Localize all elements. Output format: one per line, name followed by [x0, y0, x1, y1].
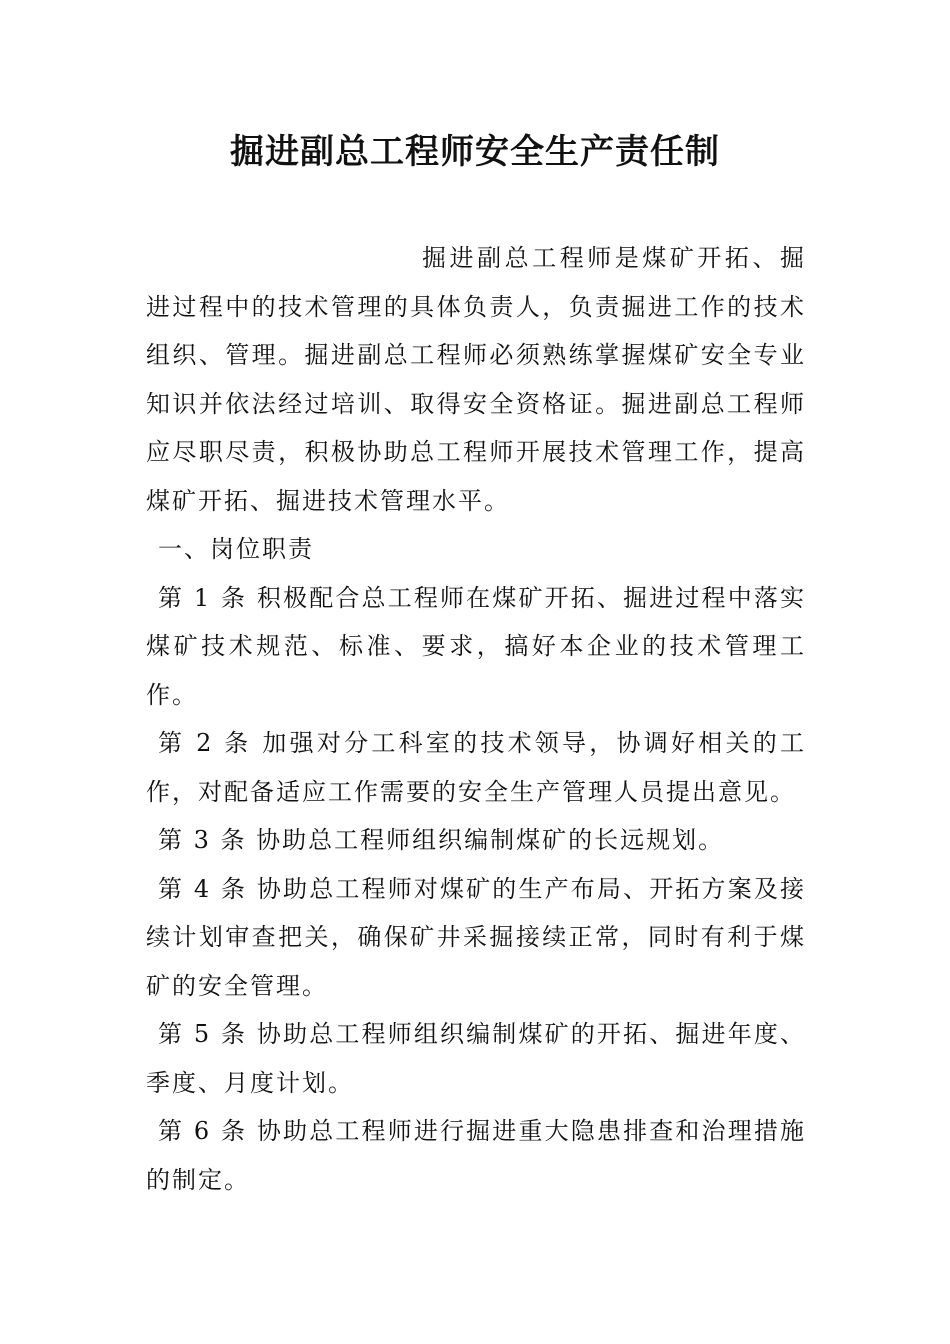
section-heading: 一、岗位职责 — [158, 535, 314, 563]
article-1: 第 1 条 积极配合总工程师在煤矿开拓、掘进过程中落实煤矿技术规范、标准、要求，搞好本企业的技术管理工作。 — [146, 583, 806, 709]
document-title: 掘进副总工程师安全生产责任制 — [230, 132, 720, 172]
article-4: 第 4 条 协助总工程师对煤矿的生产布局、开拓方案及接续计划审查把关，确保矿井采掘接续正常，同时有利于煤矿的安全管理。 — [146, 874, 806, 1000]
document-body — [146, 234, 806, 1204]
intro-paragraph: 掘进副总工程师是煤矿开拓、掘进过程中的技术管理的具体负责人，负责掘进工作的技术组织、管理。掘进副总工程师必须熟练掌握煤矿安全专业知识并依法经过培训、取得安全资格证。掘进副总工程师应尽职尽责，积极协助总工程师开展技术管理工作，提高煤矿开拓、掘进技术管理水平。 — [146, 244, 806, 515]
article-5: 第 5 条 协助总工程师组织编制煤矿的开拓、掘进年度、季度、月度计划。 — [146, 1020, 806, 1097]
article-2: 第 2 条 加强对分工科室的技术领导，协调好相关的工作，对配备适应工作需要的安全生产管理人员提出意见。 — [146, 729, 806, 806]
article-3: 第 3 条 协助总工程师组织编制煤矿的长远规划。 — [158, 826, 725, 854]
article-6: 第 6 条 协助总工程师进行掘进重大隐患排查和治理措施的制定。 — [146, 1117, 806, 1194]
